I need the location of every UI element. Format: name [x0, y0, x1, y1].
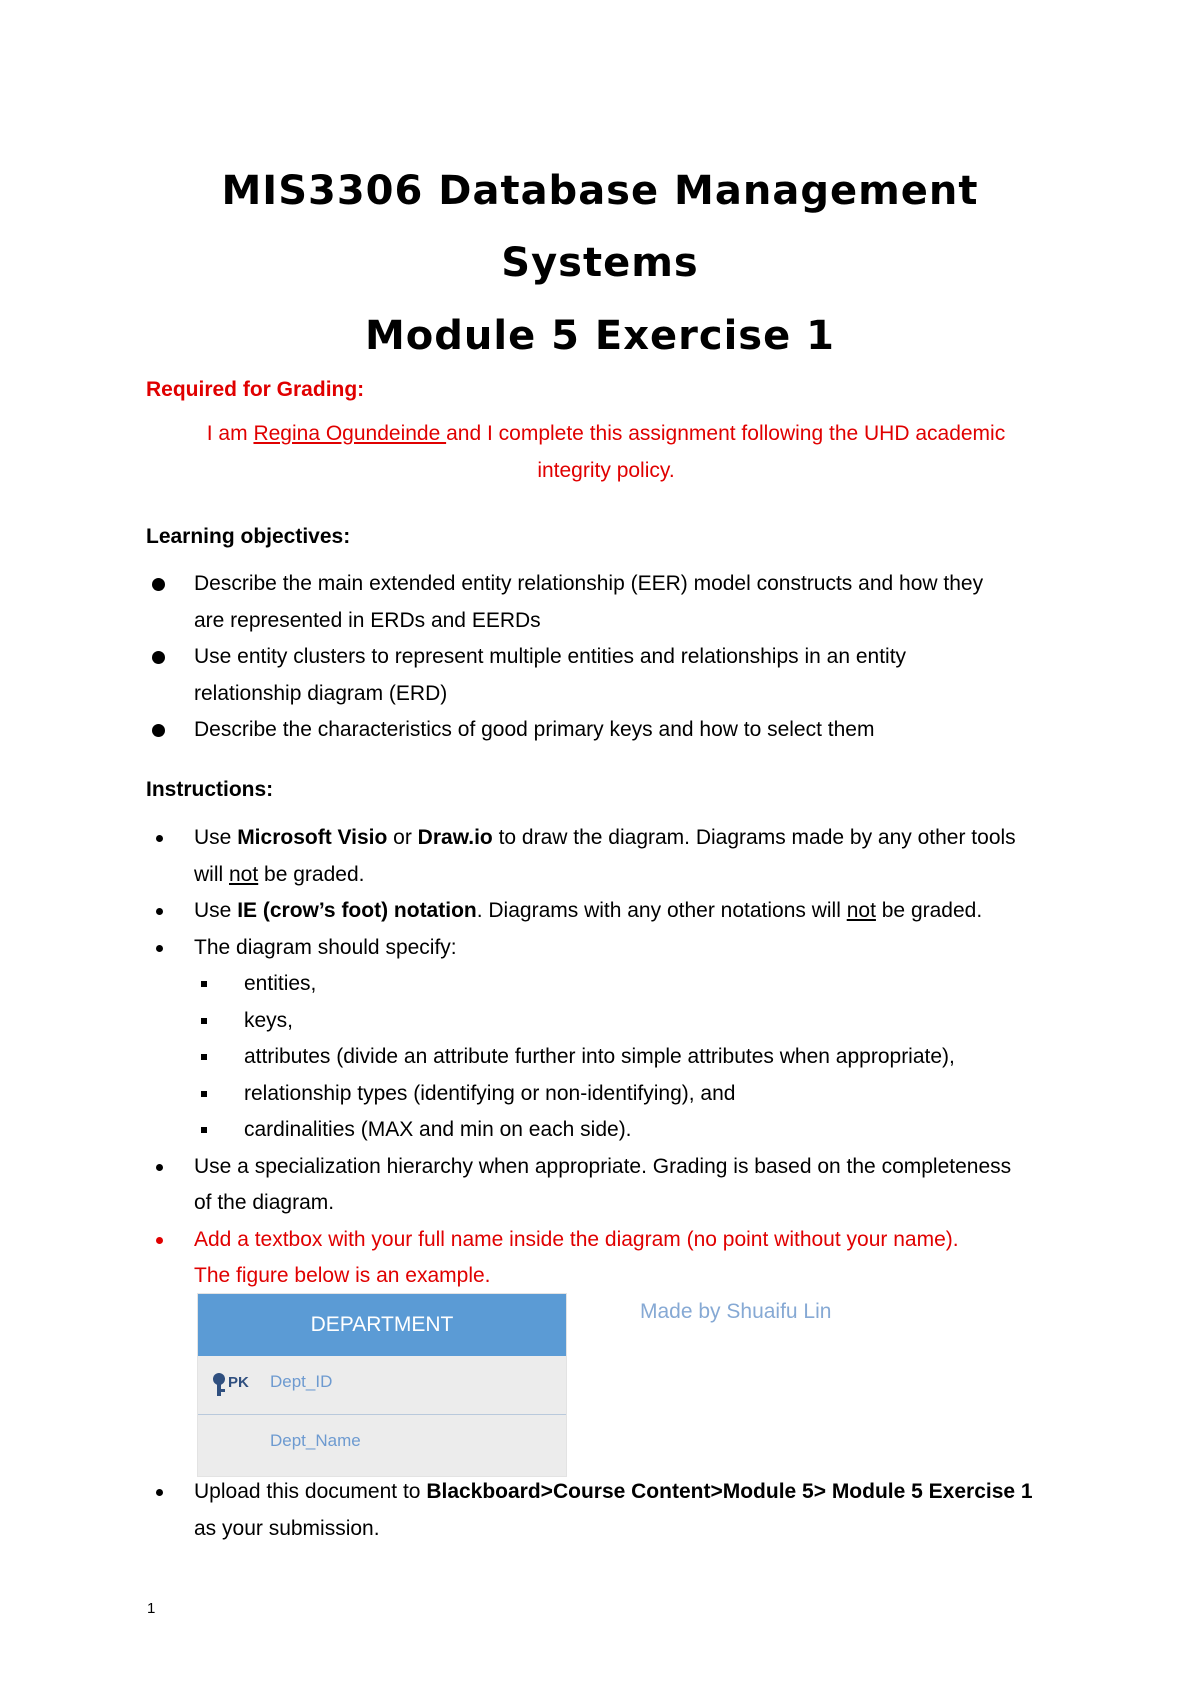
- learning-objectives-list: [146, 566, 1066, 749]
- page-number: 1: [147, 1600, 156, 1617]
- entity-header: DEPARTMENT: [198, 1294, 566, 1356]
- student-name: Regina Ogundeinde: [253, 422, 447, 445]
- integrity-line2: integrity policy.: [537, 458, 675, 482]
- list-item: Add a textbox with your full name inside the diagram (no point without your name). The figure below is an example.: [146, 1222, 1066, 1295]
- list-item: Describe the main extended entity relationship (EER) model constructs and how they are represented in ERDs and EERDs: [146, 566, 1066, 639]
- bullet-icon: [152, 724, 165, 737]
- sub-list-item: relationship types (identifying or non-identifying), and: [146, 1076, 1066, 1113]
- example-entity-figure: [197, 1293, 567, 1477]
- square-bullet-icon: [201, 981, 207, 987]
- instructions-heading: Instructions:: [146, 778, 274, 801]
- bullet-icon: [156, 1489, 163, 1496]
- list-item: Use IE (crow’s foot) notation. Diagrams with any other notations will not be graded.: [146, 893, 1066, 930]
- entity-row: [198, 1415, 566, 1475]
- sub-list-item: entities,: [146, 966, 1066, 1003]
- square-bullet-icon: [201, 1127, 207, 1133]
- doc-subtitle: Module 5 Exercise 1: [364, 313, 835, 359]
- bullet-icon: [152, 578, 165, 591]
- bullet-icon: [156, 908, 163, 915]
- square-bullet-icon: [201, 1018, 207, 1024]
- bullet-icon: [152, 651, 165, 664]
- bullet-icon: [156, 945, 163, 952]
- integrity-suffix: and I complete this assignment following the UHD academic: [446, 422, 1006, 445]
- entity-row-pk: [198, 1356, 566, 1415]
- square-bullet-icon: [201, 1054, 207, 1060]
- learning-objectives-heading: Learning objectives:: [146, 525, 351, 548]
- list-item: The diagram should specify:: [146, 930, 1066, 967]
- field-dept-name: Dept_Name: [270, 1431, 361, 1450]
- sub-list-item: attributes (divide an attribute further into simple attributes when appropriate),: [146, 1039, 1066, 1076]
- made-by-textbox: Made by Shuaifu Lin: [640, 1300, 832, 1323]
- sub-list-item: keys,: [146, 1003, 1066, 1040]
- list-item: Use entity clusters to represent multiple entities and relationships in an entity relationship diagram (ERD): [146, 639, 1066, 712]
- doc-title-line2: Systems: [501, 240, 699, 286]
- square-bullet-icon: [201, 1091, 207, 1097]
- key-icon: [210, 1372, 228, 1398]
- bullet-icon: [156, 835, 163, 842]
- pk-label: PK: [228, 1374, 249, 1391]
- field-dept-id: Dept_ID: [270, 1372, 333, 1391]
- bullet-icon: [156, 1237, 163, 1244]
- doc-title-line1: MIS3306 Database Management: [221, 168, 979, 214]
- integrity-prefix: I am: [206, 422, 254, 445]
- grading-heading: Required for Grading:: [146, 378, 365, 401]
- list-item: Describe the characteristics of good primary keys and how to select them: [146, 712, 1066, 749]
- integrity-statement: [146, 416, 1066, 489]
- list-item: Use Microsoft Visio or Draw.io to draw the diagram. Diagrams made by any other tools will not be graded.: [146, 820, 1066, 893]
- list-item: Upload this document to Blackboard>Course Content>Module 5> Module 5 Exercise 1 as your submission.: [146, 1474, 1066, 1547]
- upload-instruction-list: [146, 1474, 1066, 1547]
- list-item: Use a specialization hierarchy when appropriate. Grading is based on the completeness of the diagram.: [146, 1149, 1066, 1222]
- bullet-icon: [156, 1164, 163, 1171]
- sub-list-item: cardinalities (MAX and min on each side).: [146, 1112, 1066, 1149]
- instructions-list: [146, 820, 1066, 1295]
